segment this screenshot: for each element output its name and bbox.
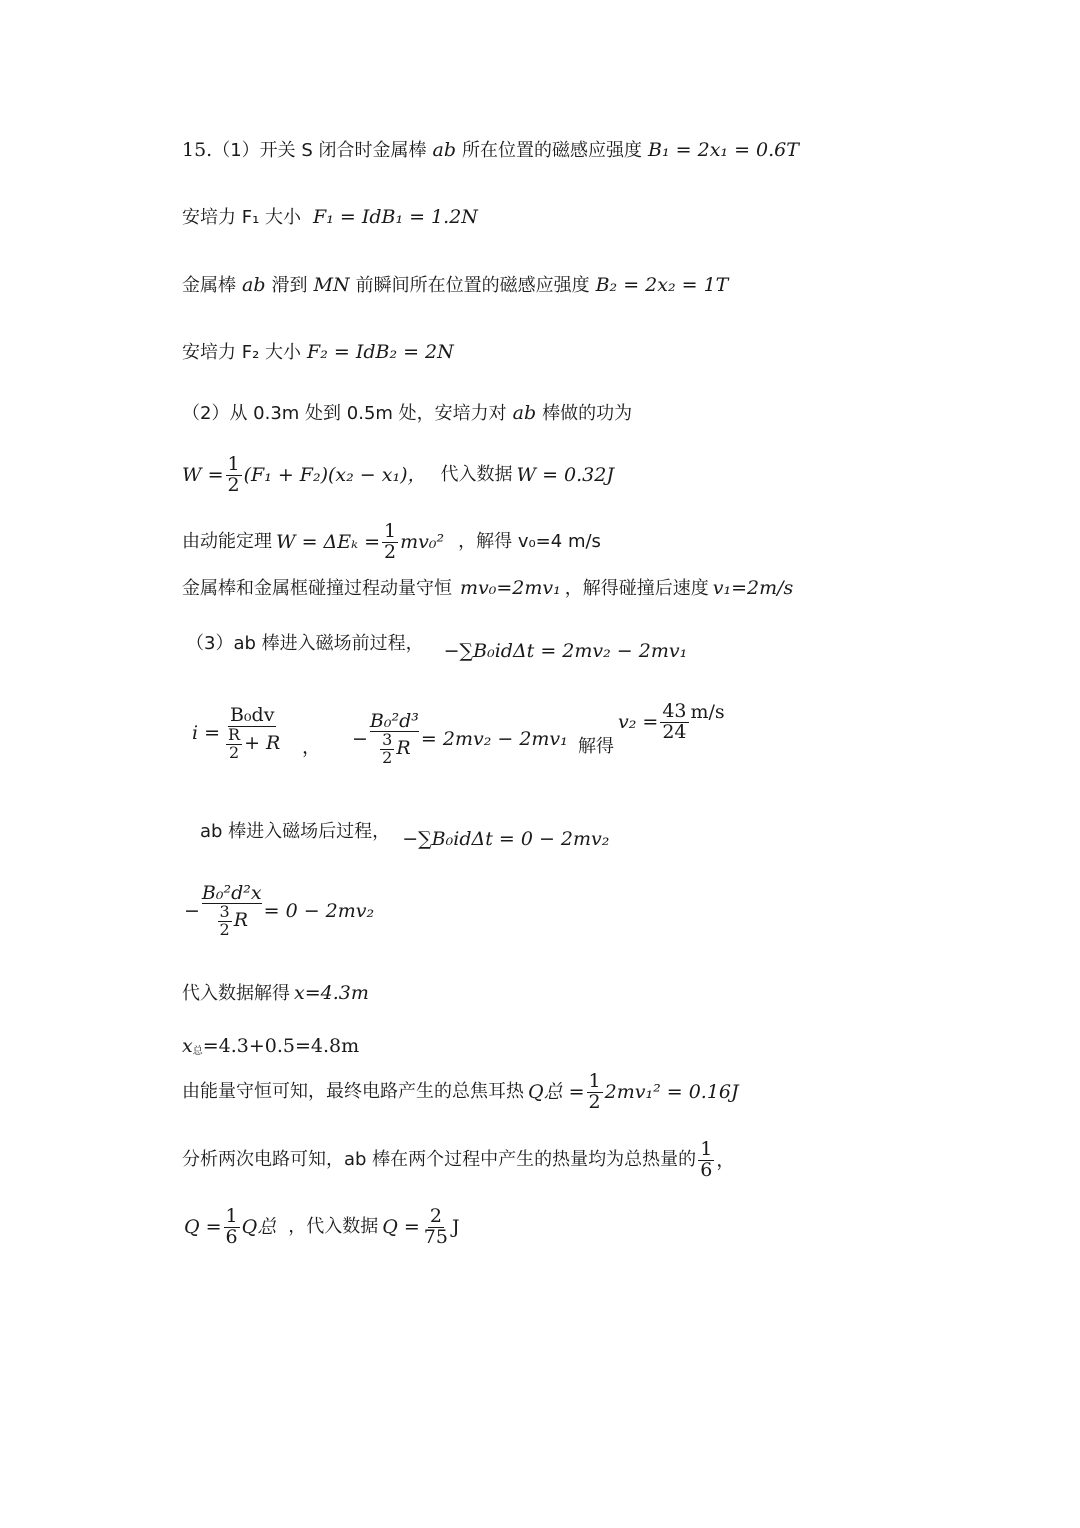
b2-text-c: 前瞬间所在位置的磁感应强度 xyxy=(355,274,590,296)
x-result-text: 代入数据解得 xyxy=(182,982,290,1004)
heat-share-text: 分析两次电路可知，ab 棒在两个过程中产生的热量均为总热量的 xyxy=(182,1149,697,1171)
solve-label xyxy=(578,738,614,756)
impulse-eq-before: −∑B₀idΔt = 2mv₂ − 2mv₁ xyxy=(443,640,688,662)
comma: ， xyxy=(716,1148,736,1171)
fraction-denominator xyxy=(214,904,251,939)
part2-text-a: （2）从 0.3m 处到 0.5m 处，安培力对 xyxy=(182,402,507,424)
momentum-line xyxy=(182,579,793,598)
fraction-half xyxy=(382,522,398,563)
fraction-denominator xyxy=(376,732,413,767)
question-number: 15. xyxy=(182,139,213,161)
fraction-denominator: 2 xyxy=(384,540,397,563)
impulse-eq-after: −∑B₀idΔt = 0 − 2mv₂ xyxy=(402,828,610,850)
heat-share-line xyxy=(182,1140,735,1181)
part2-text-b: 棒做的功为 xyxy=(542,402,633,424)
fraction-sixth xyxy=(224,1207,240,1248)
current-lhs: i = xyxy=(192,722,221,745)
momentum-text-b: ，解得碰撞后速度 xyxy=(564,577,709,599)
fraction-half xyxy=(226,455,242,496)
formula-b1: B₁ = 2x₁ = 0.6T xyxy=(648,139,799,161)
plus-r: + R xyxy=(244,732,281,755)
fraction-numerator: 1 xyxy=(227,453,240,475)
fraction-denominator: 2 xyxy=(588,1090,601,1113)
formula-b2: B₂ = 2x₂ = 1T xyxy=(595,274,729,296)
fraction-numerator: 1 xyxy=(588,1070,601,1092)
fraction-denominator: 2 xyxy=(228,742,240,762)
q-lhs-2: Q = xyxy=(382,1215,420,1238)
three-halves-fraction xyxy=(218,904,232,939)
fraction-numerator: 3 xyxy=(382,730,393,749)
distance-rhs: = 0 − 2mv₂ xyxy=(263,899,375,922)
rod-label: ab xyxy=(512,402,537,424)
impulse-fraction xyxy=(370,712,419,767)
after-field-text: ab 棒进入磁场后过程， xyxy=(200,820,391,842)
q-final-line xyxy=(184,1207,460,1248)
v2-lhs: v₂ = xyxy=(618,710,659,733)
comma: ， xyxy=(302,736,322,758)
part1-line-b1 xyxy=(182,141,799,160)
q-result-fraction xyxy=(422,1207,450,1248)
fraction-denominator: 6 xyxy=(225,1225,238,1248)
q-lhs: Q = xyxy=(184,1215,222,1238)
heat-total-text: 由能量守恒可知，最终电路产生的总焦耳热 xyxy=(182,1081,524,1103)
b2-text-b: 滑到 xyxy=(271,274,308,296)
r-symbol: R xyxy=(396,737,411,760)
b2-line xyxy=(182,276,728,295)
fraction-numerator: 1 xyxy=(384,520,397,542)
comma-separator xyxy=(302,738,321,757)
x-total-line xyxy=(182,1037,359,1056)
distance-fraction xyxy=(202,884,262,939)
part1-text: 所在位置的磁感应强度 xyxy=(462,139,643,161)
distance-eq-line xyxy=(184,884,374,939)
fraction-numerator: 43 xyxy=(662,700,687,722)
x-result-line xyxy=(182,984,369,1003)
minus-sign: − xyxy=(352,727,368,750)
fraction-numerator: B₀dv xyxy=(229,704,275,726)
minus-sign: − xyxy=(184,899,200,922)
force-f1-text: 安培力 F₁ 大小 xyxy=(182,206,302,228)
momentum-eq: mv₀=2mv₁ xyxy=(460,577,561,599)
fraction-numerator: 2 xyxy=(429,1205,442,1227)
part1-intro: （1）开关 S 闭合时金属棒 xyxy=(212,139,427,161)
part3-text: （3）ab 棒进入磁场前过程， xyxy=(186,632,424,654)
part2-line xyxy=(182,404,632,423)
fraction-denominator: 24 xyxy=(662,720,687,743)
after-field-line xyxy=(200,820,610,850)
mn-label: MN xyxy=(313,274,350,296)
total-subscript: 总 xyxy=(192,1045,203,1057)
r-symbol: R xyxy=(233,909,249,932)
ke-lhs: W = ΔEₖ = xyxy=(276,530,381,553)
work-lhs: W = xyxy=(182,463,224,486)
fraction-denominator: 6 xyxy=(700,1158,713,1181)
x-symbol: x xyxy=(182,1035,193,1057)
ke-solution: ，解得 v₀=4 m/s xyxy=(458,531,601,553)
solve-text: 解得 xyxy=(578,736,614,757)
kinetic-energy-line xyxy=(182,522,601,563)
fraction-denominator: 2 xyxy=(227,473,240,496)
impulse-sum-eq xyxy=(352,712,568,767)
fraction-numerator: 1 xyxy=(225,1205,238,1227)
v2-fraction xyxy=(660,702,688,743)
rod-label: ab xyxy=(242,274,266,296)
heat-rhs: 2mv₁² = 0.16J xyxy=(604,1080,739,1103)
q-total: Q总 xyxy=(241,1215,277,1238)
force-f2-line xyxy=(182,343,454,362)
current-fraction xyxy=(222,706,282,762)
work-result: W = 0.32J xyxy=(516,463,614,486)
fraction-denominator: 2 xyxy=(219,919,230,939)
work-formula-line xyxy=(182,455,614,496)
work-rhs: (F₁ + F₂)(x₂ − x₁)， xyxy=(243,463,427,486)
half-r-fraction xyxy=(226,724,242,762)
fraction-denominator: 75 xyxy=(423,1225,448,1248)
fraction-numerator: 3 xyxy=(219,902,230,921)
v2-result xyxy=(618,702,725,743)
ke-theorem-text: 由动能定理 xyxy=(182,531,272,553)
force-f2-text: 安培力 F₂ 大小 xyxy=(182,341,302,363)
fraction-denominator xyxy=(222,724,282,762)
heat-total-line xyxy=(182,1072,739,1113)
fraction-denominator: 2 xyxy=(382,747,393,767)
impulse-rhs: = 2mv₂ − 2mv₁ xyxy=(420,727,568,750)
fraction-numerator: B₀²d³ xyxy=(369,710,419,732)
heat-lhs: Q总 = xyxy=(528,1080,585,1103)
fraction-sixth xyxy=(698,1140,714,1181)
ke-rhs: mv₀² xyxy=(400,530,445,553)
v2-unit: m/s xyxy=(690,700,725,723)
q-substitute-text: ，代入数据 xyxy=(288,1216,379,1238)
fraction-numerator: R xyxy=(228,724,241,744)
formula-f1: F₁ = IdB₁ = 1.2N xyxy=(313,206,478,228)
three-halves-fraction xyxy=(380,732,394,767)
formula-f2: F₂ = IdB₂ = 2N xyxy=(307,341,454,363)
x-result: x=4.3m xyxy=(294,982,369,1004)
fraction-numerator: 1 xyxy=(700,1138,713,1160)
part3-line xyxy=(186,632,688,662)
fraction-numerator: B₀²d²x xyxy=(201,882,262,904)
x-total-value: =4.3+0.5=4.8m xyxy=(202,1035,360,1057)
fraction-half xyxy=(587,1072,603,1113)
rod-label: ab xyxy=(432,139,457,161)
q-unit: J xyxy=(451,1215,460,1238)
momentum-result: v₁=2m/s xyxy=(712,577,794,599)
momentum-text-a: 金属棒和金属框碰撞过程动量守恒 xyxy=(182,577,452,599)
b2-text-a: 金属棒 xyxy=(182,274,236,296)
force-f1-line xyxy=(182,208,478,227)
current-eq-line xyxy=(192,706,284,762)
substitute-text: 代入数据 xyxy=(440,464,513,486)
